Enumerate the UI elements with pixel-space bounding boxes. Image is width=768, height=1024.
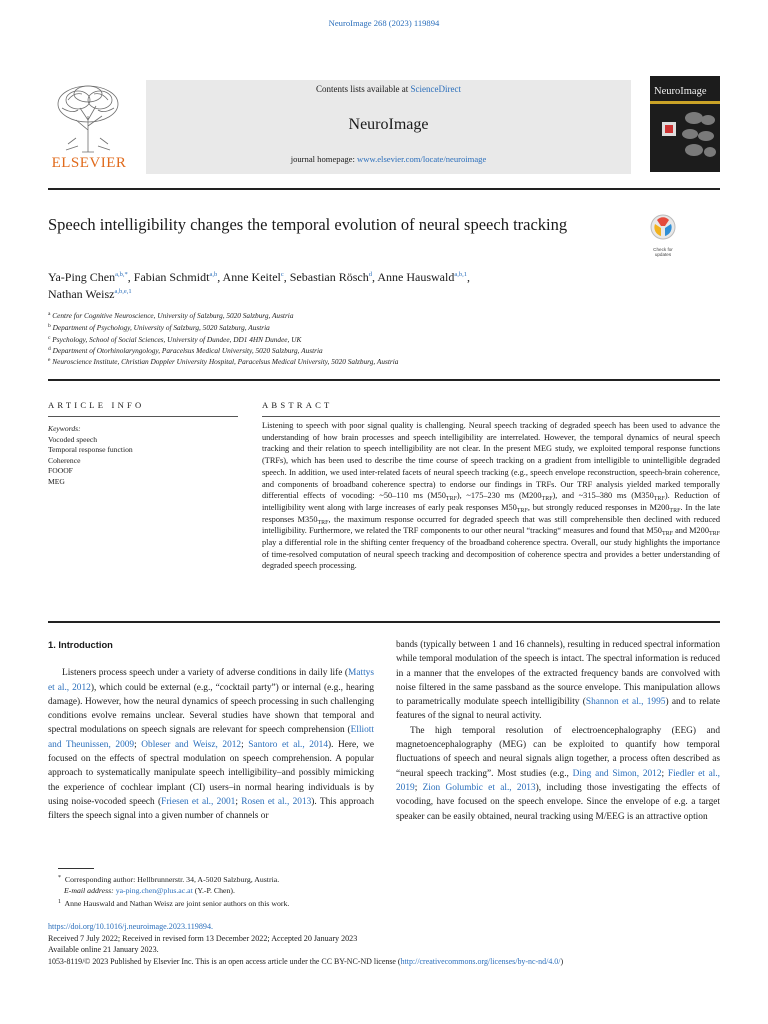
available-line: Available online 21 January 2023.: [48, 945, 159, 954]
author[interactable]: Anne Keitel$^c$: [222, 270, 284, 284]
affiliation: $^d$ Department of Otorhinolaryngology, Paracelsus Medical University, 5020 Salzburg, Austria: [48, 346, 323, 355]
journal-citation[interactable]: NeuroImage 268 (2023) 119894: [328, 18, 440, 28]
crossmark-badge[interactable]: [648, 214, 678, 257]
paragraph: bands (typically between 1 and 16 channels), resulting in reduced spectral information while temporal modulation of the speech is intact. The spectral information is reduced in a manner that the envelopes of the extracted frequency bands are convolved with noise filtered in the same passband as the source envelope. This manipulation allows to parametrically modulate speech intelligibility (Shannon et al., 1995) and to relate features of the signal to neural activity.: [396, 640, 721, 722]
received-line: Received 7 July 2022; Received in revised form 13 December 2022; Accepted 20 January 2023: [48, 934, 358, 943]
contents-line: Contents lists available at ScienceDirect: [316, 84, 461, 94]
homepage-line: journal homepage: www.elsevier.com/locate/neuroimage: [290, 154, 487, 164]
abstract-end-rule: [48, 621, 720, 623]
header-rule: [48, 188, 720, 190]
crossmark-label: Check for updates: [653, 247, 673, 257]
article-info-heading: ARTICLE INFO: [48, 400, 145, 410]
author[interactable]: Sebastian Rösch$^d$: [289, 270, 372, 284]
cover-title: NeuroImage: [654, 86, 707, 97]
citation-link[interactable]: Ding and Simon, 2012: [572, 768, 662, 779]
elsevier-logo: [48, 80, 130, 172]
license-line: 1053-8119/© 2023 Published by Elsevier Inc. This is an open access article under the CC BY-NC-ND license (http://creativecommons.org/licenses/by-nc-nd/4.0/): [48, 957, 564, 966]
journal-name: NeuroImage: [348, 116, 429, 133]
elsevier-tree-icon: [48, 80, 130, 154]
affiliation: $^a$ Centre for Cognitive Neuroscience, University of Salzburg, 5020 Salzburg, Austria: [48, 311, 294, 320]
keyword: Temporal response function: [48, 445, 133, 454]
body-column-left: [48, 638, 374, 824]
author[interactable]: Anne Hauswald$^{a,b,1}$: [377, 270, 467, 284]
elsevier-wordmark: ELSEVIER: [51, 155, 127, 171]
article-title: Speech intelligibility changes the temporal evolution of neural speech tracking: [48, 215, 568, 234]
author[interactable]: Fabian Schmidt$^{a,b}$: [133, 270, 218, 284]
article-info-rule: [48, 416, 238, 417]
footnote-email: E-mail address: ya-ping.chen@plus.ac.at (Y.-P. Chen).: [64, 886, 235, 895]
license-link[interactable]: http://creativecommons.org/licenses/by-nc-nd/4.0/: [400, 957, 561, 966]
affiliation: $^e$ Neuroscience Institute, Christian Doppler University Hospital, Paracelsus Medical University, 5020 Salzburg, Austria: [48, 357, 399, 366]
affiliation: $^b$ Department of Psychology, University of Salzburg, 5020 Salzburg, Austria: [48, 323, 270, 332]
footnote-rule: [58, 868, 94, 869]
abstract-heading: ABSTRACT: [262, 400, 333, 410]
keyword: Coherence: [48, 455, 81, 465]
paragraph: Listeners process speech under a variety of adverse conditions in daily life (Mattys et al., 2012), which could be external (e.g., “cocktail party”) or internal (e.g., hearing damage). However, how the neural dynamics of speech processing in such challenging conditions evolve remains unclear. Several studies have shown that temporal and spectral modulations on speech signals are relevant for speech comprehension (Elliott and Theunissen, 2009; Obleser and Weisz, 2012; Santoro et al., 2014). Here, we focused on the effects of spectral modulation on speech comprehension. A popular approach to systematically manipulate speech intelligibility–and possibly mimicking the experience of cochlear implant (CI) users–in normal hearing individuals is by using noise-vocoded speech (Friesen et al., 2001; Rosen et al., 2013). This approach filters the speech signal into a given number of channels or: [48, 668, 375, 822]
section-heading-introduction: 1. Introduction: [48, 640, 113, 650]
citation-link[interactable]: Mattys et al., 2012: [48, 668, 374, 693]
citation-link[interactable]: Zion Golumbic et al., 2013: [422, 782, 536, 793]
keywords-label: Keywords:: [48, 424, 81, 433]
citation-link[interactable]: Rosen et al., 2013: [241, 796, 312, 807]
email-link[interactable]: ya-ping.chen@plus.ac.at: [115, 886, 193, 895]
crossmark-icon: [648, 214, 678, 242]
doi-link[interactable]: https://doi.org/10.1016/j.neuroimage.2023.119894.: [48, 922, 214, 931]
cover-brain-icon: [650, 76, 720, 172]
keyword: MEG: [48, 476, 65, 486]
body-column-right: [396, 638, 720, 824]
footnote-joint: $^1$ Anne Hauswald and Nathan Weisz are joint senior authors on this work.: [58, 899, 290, 908]
abstract-rule: [262, 416, 720, 417]
citation-link[interactable]: Obleser and Weisz, 2012: [141, 739, 242, 750]
author[interactable]: Nathan Weisz$^{a,b,e,1}$: [48, 287, 132, 301]
citation-link[interactable]: Fiedler et al., 2019: [396, 768, 721, 793]
citation-link[interactable]: Elliott and Theunissen, 2009: [48, 725, 374, 750]
citation-link[interactable]: Shannon et al., 1995: [585, 697, 666, 708]
doi-line: [48, 921, 738, 932]
info-rule: [48, 379, 720, 381]
journal-cover: [650, 76, 720, 172]
keyword: FOOOF: [48, 466, 73, 475]
citation-link[interactable]: Santoro et al., 2014: [248, 739, 328, 750]
footnote-corresponding: * Corresponding author: Hellbrunnerstr. 34, A-5020 Salzburg, Austria.: [58, 875, 280, 884]
sciencedirect-link[interactable]: ScienceDirect: [410, 84, 461, 94]
author-list: Ya-Ping Chen$^{a,b,*}$, Fabian Schmidt$^{a,b}$, Anne Keitel$^c$, Sebastian Rösch$^d$, Anne Hauswald$^{a,b,1}$, Nathan Weisz$^{a,b,e,1}$: [48, 270, 470, 301]
abstract-text: Listening to speech with poor signal quality is challenging. Neural speech tracking of degraded speech has been used to advance the understanding of how brain processes and speech intelligibility are interrelated. However, the temporal dynamics of neural speech tracking and their relation to speech intelligibility are not clear. In the present MEG study, we exploited temporal response functions (TRFs), which has been used to describe the time course of speech tracking on a gradient from intelligible to unintelligible degraded speech. In addition, we used inter-related facets of neural speech tracking (e.g., speech envelope reconstruction, speech-brain coherence, and components of broadband coherence spectra) to endorse our findings in TRFs. Our TRF analysis yielded marked temporally differential effects of vocoding: ~50–110 ms $(M50_{TRF})$, ~175–230 ms $(M200_{TRF})$, and ~315–380 ms $(M350_{TRF})$. Reduction of intelligibility went along with large increases of early peak responses $M50_{TRF}$, but strongly reduced responses in $M200_{TRF}$. In the late responses $M350_{TRF}$, the maximum response occurred for degraded speech that was still comprehensible then declined with reduced intelligibility. Furthermore, we related the TRF components to our other neural “tracking“ measures and found that $M50_{TRF}$ and $M200_{TRF}$ play a differential role in the shifting center frequency of the broadband coherence spectra. Overall, our study highlights the importance of time-resolved computation of neural speech tracking and decomposition of coherence spectra and provides a better understanding of degraded speech processing.: [262, 421, 721, 571]
paragraph: The high temporal resolution of electroencephalography (EEG) and magnetoencephalography (MEG) can be exploited to quantify how temporal fluctuations of speech and neural signals align together, a process often described as “neural speech tracking”. Most studies (e.g., Ding and Simon, 2012; Fiedler et al., 2019; Zion Golumbic et al., 2013), including those investigating the effects of vocoding, have focused on the speech envelope. Since the envelope of e.g. a target speaker can be easily obtained, neural tracking using M/EEG is an attractive option: [396, 725, 721, 822]
author[interactable]: Ya-Ping Chen$^{a,b,*}$: [48, 270, 128, 284]
citation-link[interactable]: Friesen et al., 2001: [161, 796, 236, 807]
keyword: Vocoded speech: [48, 434, 97, 444]
affiliation: $^c$ Psychology, School of Social Sciences, University of Dundee, DD1 4HN Dundee, UK: [48, 335, 302, 344]
homepage-link[interactable]: www.elsevier.com/locate/neuroimage: [357, 154, 487, 164]
keywords-block: [48, 424, 238, 487]
